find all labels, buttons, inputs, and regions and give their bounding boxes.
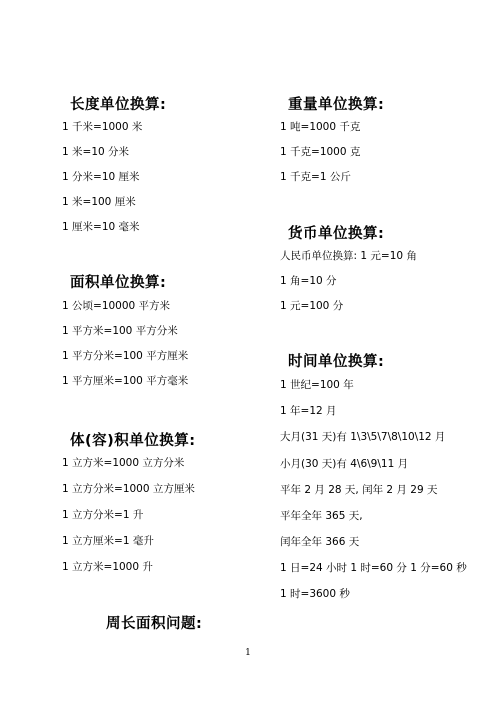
time-line-9: 1 时=3600 秒 (280, 588, 350, 600)
length-line-4: 1 米=100 厘米 (62, 196, 136, 208)
time-line-4: 小月(30 天)有 4\6\9\11 月 (280, 458, 409, 470)
volume-line-3: 1 立方分米=1 升 (62, 509, 144, 521)
page-number: 1 (245, 648, 251, 658)
weight-line-2: 1 千克=1000 克 (280, 146, 361, 158)
weight-line-3: 1 千克=1 公斤 (280, 171, 351, 183)
area-line-1: 1 公顷=10000 平方米 (62, 300, 171, 312)
currency-line-1: 人民币单位换算: 1 元=10 角 (280, 250, 417, 262)
volume-line-4: 1 立方厘米=1 毫升 (62, 535, 154, 547)
volume-line-2: 1 立方分米=1000 立方厘米 (62, 483, 195, 495)
length-line-2: 1 米=10 分米 (62, 146, 130, 158)
volume-heading: 体(容)积单位换算: (70, 433, 196, 449)
length-line-5: 1 厘米=10 毫米 (62, 221, 140, 233)
time-line-8: 1 日=24 小时 1 时=60 分 1 分=60 秒 (280, 562, 467, 574)
perimeter-heading: 周长面积问题: (106, 616, 203, 632)
length-line-1: 1 千米=1000 米 (62, 121, 143, 133)
currency-line-3: 1 元=100 分 (280, 300, 344, 312)
time-heading: 时间单位换算: (288, 354, 385, 370)
time-line-3: 大月(31 天)有 1\3\5\7\8\10\12 月 (280, 431, 446, 443)
currency-heading: 货币单位换算: (288, 226, 385, 242)
time-line-2: 1 年=12 月 (280, 405, 337, 417)
time-line-5: 平年 2 月 28 天, 闰年 2 月 29 天 (280, 484, 438, 496)
volume-line-1: 1 立方米=1000 立方分米 (62, 457, 185, 469)
currency-line-2: 1 角=10 分 (280, 275, 337, 287)
time-line-6: 平年全年 365 天, (280, 510, 363, 522)
weight-heading: 重量单位换算: (288, 97, 385, 113)
area-line-2: 1 平方米=100 平方分米 (62, 325, 178, 337)
volume-line-5: 1 立方米=1000 升 (62, 561, 153, 573)
length-line-3: 1 分米=10 厘米 (62, 171, 140, 183)
time-line-7: 闰年全年 366 天 (280, 536, 360, 548)
area-line-3: 1 平方分米=100 平方厘米 (62, 350, 189, 362)
length-heading: 长度单位换算: (70, 97, 167, 113)
area-heading: 面积单位换算: (70, 275, 167, 291)
time-line-1: 1 世纪=100 年 (280, 379, 354, 391)
weight-line-1: 1 吨=1000 千克 (280, 121, 361, 133)
area-line-4: 1 平方厘米=100 平方毫米 (62, 375, 189, 387)
